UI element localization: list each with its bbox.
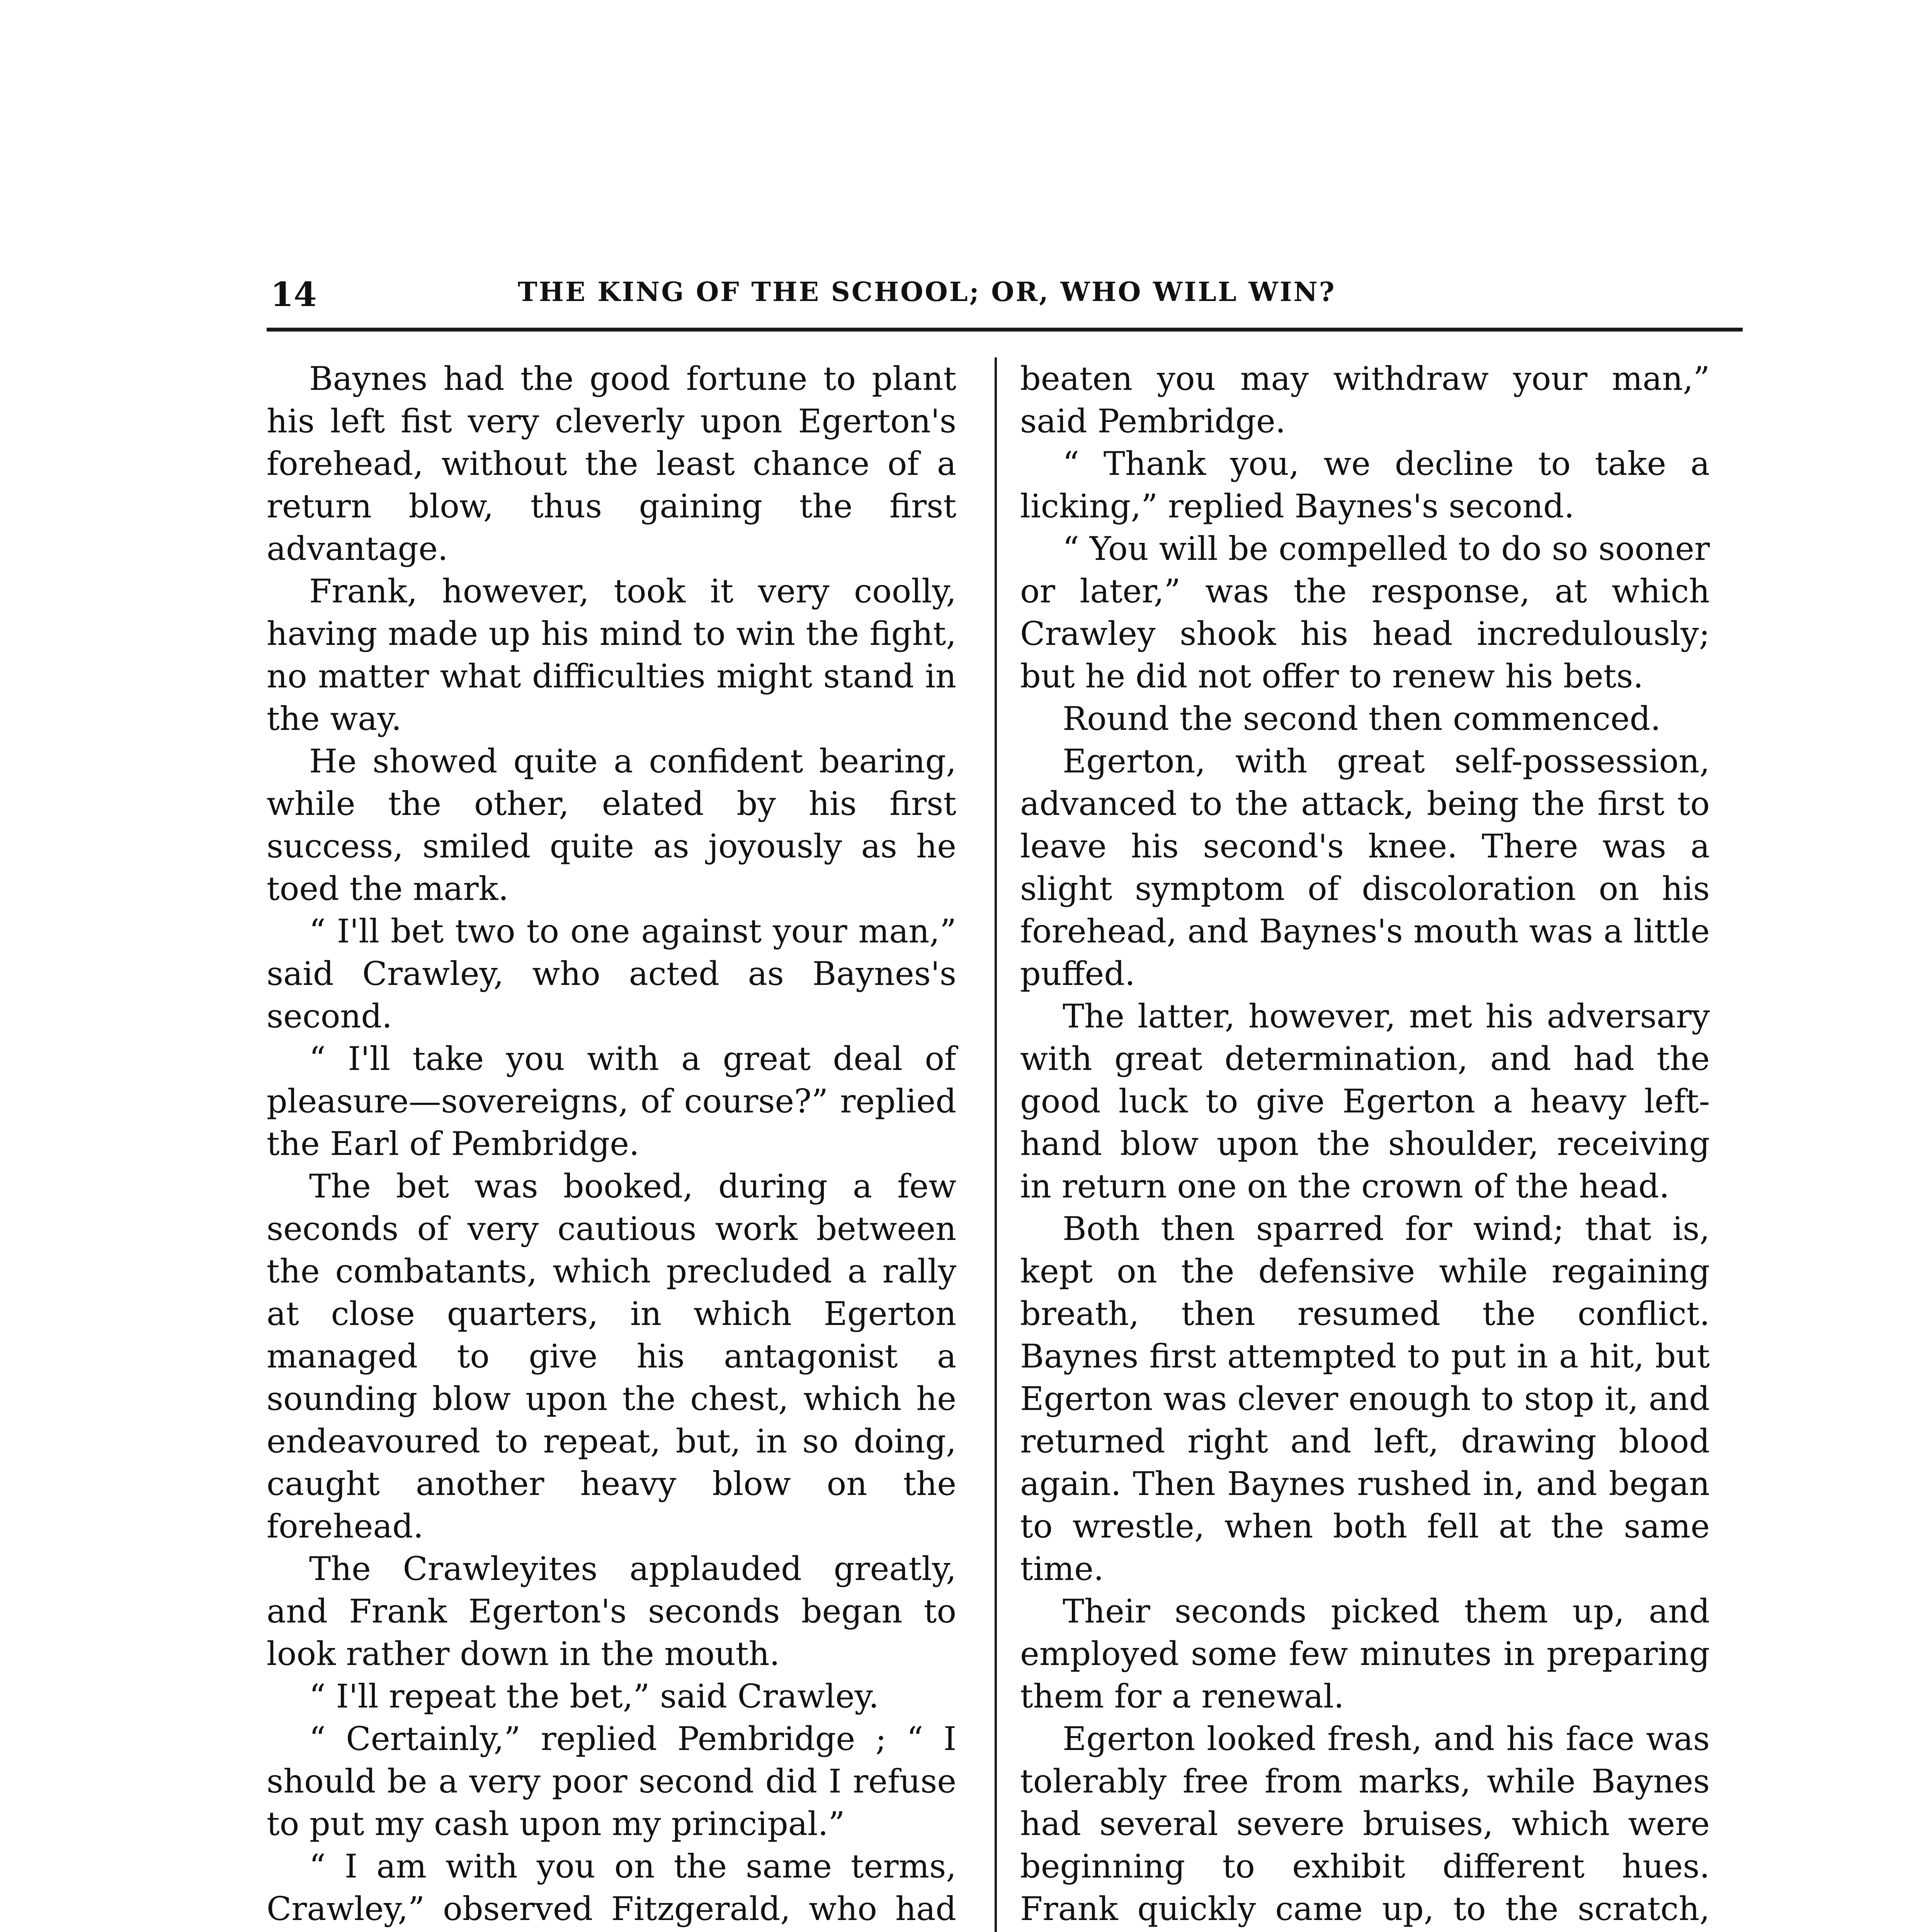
paragraph: The latter, however, met his adversary with great determination, and had the good luck to give Egerton a heavy left-hand blow upon the shoulder, receiving in return one on the crown of the head.	[1020, 997, 1710, 1205]
paragraph: “ I'll bet two to one against your man,” said Crawley, who acted as Baynes's second.	[267, 912, 956, 1035]
right-column	[1020, 357, 1710, 1932]
paragraph: The bet was booked, during a few seconds of very cautious work between the combatants, which precluded a rally at close quarters, in which Egerton managed to give his antagonist a sounding blow upon the chest, which he endeavoured to repeat, but, in so doing, caught another heavy blow on the forehead.	[267, 1167, 956, 1545]
paragraph: Egerton looked fresh, and his face was tolerably free from marks, while Baynes had several severe bruises, which were beginning to exhibit different hues. Frank quickly came up, to the scratch,	[1020, 1720, 1710, 1928]
paragraph: “ You will be compelled to do so sooner or later,” was the response, at which Crawley shook his head incredulously; but he did not offer to renew his bets.	[1020, 530, 1710, 695]
paragraph: “ Thank you, we decline to take a licking,” replied Baynes's second.	[1020, 445, 1710, 525]
paragraph: “ I'll take you with a great deal of pleasure—sovereigns, of course?” replied the Earl of Pembridge.	[267, 1040, 956, 1163]
page-number: 14	[270, 275, 317, 314]
paragraph: Round the second then commenced.	[1063, 700, 1661, 738]
paragraph: Frank, however, took it very coolly, having made up his mind to win the fight, no matter what difficulties might stand in the way.	[267, 572, 956, 738]
paragraph: “ I am with you on the same terms, Crawley,” observed Fitzgerald, who had	[267, 1847, 956, 1928]
paragraph: “ Certainly,” replied Pembridge ; “ I should be a very poor second did I refuse to put my cash upon my principal.”	[267, 1720, 956, 1843]
paragraph: “ I'll repeat the bet,” said Crawley.	[309, 1677, 879, 1715]
column-divider	[995, 357, 997, 1932]
paragraph: Both then sparred for wind; that is, kept on the defensive while regaining breath, then resumed the conflict. Baynes first attempted to put in a hit, but Egerton was clever enough to stop it, and returned right and left, drawing blood again. Then Baynes rushed in, and began to wrestle, when both fell at the same time.	[1020, 1210, 1710, 1588]
paragraph: The Crawleyites applauded greatly, and Frank Egerton's seconds began to look rather down in the mouth.	[267, 1550, 956, 1673]
running-title: THE KING OF THE SCHOOL; OR, WHO WILL WIN?	[518, 277, 1336, 308]
left-column	[267, 357, 956, 1932]
paragraph: Egerton, with great self-possession, advanced to the attack, being the first to leave his second's knee. There was a slight symptom of discoloration on his forehead, and Baynes's mouth was a little puffed.	[1020, 742, 1710, 993]
header-rule	[267, 328, 1743, 332]
paragraph: Their seconds picked them up, and employed some few minutes in preparing them for a renewal.	[1020, 1592, 1710, 1715]
paragraph: He showed quite a confident bearing, while the other, elated by his first success, smiled quite as joyously as he toed the mark.	[267, 742, 956, 908]
paragraph-continuation: beaten you may withdraw your man,” said Pembridge.	[1020, 360, 1710, 440]
paragraph: Baynes had the good fortune to plant his left fist very cleverly upon Egerton's forehead, without the least chance of a return blow, thus gaining the first advantage.	[267, 360, 956, 568]
